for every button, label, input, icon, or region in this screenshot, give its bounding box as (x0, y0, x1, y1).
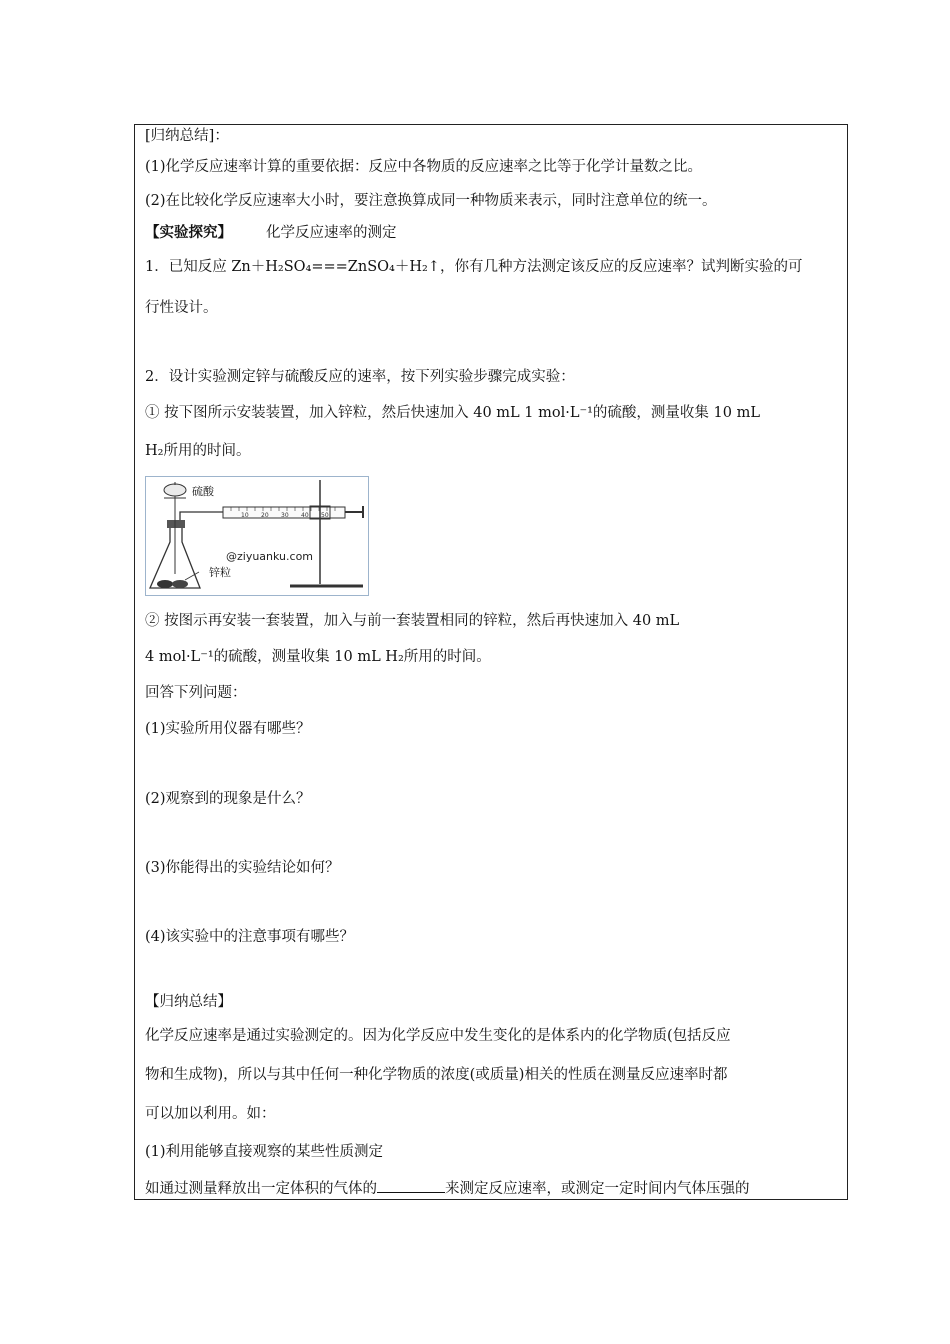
summary-2-heading: 【归纳总结】 (145, 994, 232, 1010)
question-a1: (1)实验所用仪器有哪些？ (145, 721, 311, 737)
summary-heading: [归纳总结]： (145, 128, 229, 144)
question-a2: (2)观察到的现象是什么？ (145, 791, 311, 807)
method-1-post: 来测定反应速率，或测定一定时间内气体压强的 (445, 1181, 750, 1197)
fill-in-blank[interactable] (377, 1178, 445, 1193)
method-1-pre: 如通过测量释放出一定体积的气体的 (145, 1181, 377, 1197)
summary-2-line-1: 化学反应速率是通过实验测定的。因为化学反应中发生变化的是体系内的化学物质(包括反应 (145, 1028, 731, 1044)
experiment-heading: 【实验探究】 (145, 224, 232, 241)
method-1-line (145, 1178, 750, 1199)
watermark: @ziyuanku.com (226, 550, 314, 563)
scale-50: 50 (321, 512, 329, 519)
apparatus-figure (145, 476, 369, 596)
step-1-line-2: H₂所用的时间。 (145, 443, 251, 459)
scale-30: 30 (281, 512, 289, 519)
summary-point-2: (2)在比较化学反应速率大小时，要注意换算成同一种物质来表示，同时注意单位的统一。 (145, 193, 717, 209)
label-acid: 硫酸 (192, 485, 214, 498)
answer-heading: 回答下列问题： (145, 685, 247, 701)
question-1-line-1: 1．已知反应 Zn＋H₂SO₄===ZnSO₄＋H₂↑，你有几种方法测定该反应的反应速率？试判断实验的可 (145, 259, 803, 275)
summary-2-line-2: 物和生成物)，所以与其中任何一种化学物质的浓度(或质量)相关的性质在测量反应速率时都 (145, 1067, 728, 1083)
step-2-line-2: 4 mol·L⁻¹的硫酸，测量收集 10 mL H₂所用的时间。 (145, 649, 491, 665)
question-a3: (3)你能得出的实验结论如何？ (145, 860, 340, 876)
summary-point-1: (1)化学反应速率计算的重要依据：反应中各物质的反应速率之比等于化学计量数之比。 (145, 159, 703, 175)
question-1-line-2: 行性设计。 (145, 300, 218, 316)
scale-10: 10 (241, 512, 249, 519)
scale-40: 40 (301, 512, 309, 519)
step-2-line-1: ② 按图示再安装一套装置，加入与前一套装置相同的锌粒，然后再快速加入 40 mL (145, 613, 680, 629)
label-zinc: 锌粒 (209, 566, 231, 579)
question-2: 2．设计实验测定锌与硫酸反应的速率，按下列实验步骤完成实验： (145, 369, 575, 385)
question-a4: (4)该实验中的注意事项有哪些？ (145, 929, 355, 945)
step-1-line-1: ① 按下图所示安装装置，加入锌粒，然后快速加入 40 mL 1 mol·L⁻¹的硫酸，测量收集 10 mL (145, 405, 760, 421)
method-1-heading: (1)利用能够直接观察的某些性质测定 (145, 1144, 384, 1160)
summary-2-line-3: 可以加以利用。如： (145, 1106, 276, 1122)
scale-20: 20 (261, 512, 269, 519)
experiment-heading-line (145, 223, 397, 243)
experiment-title: 化学反应速率的测定 (266, 225, 397, 241)
